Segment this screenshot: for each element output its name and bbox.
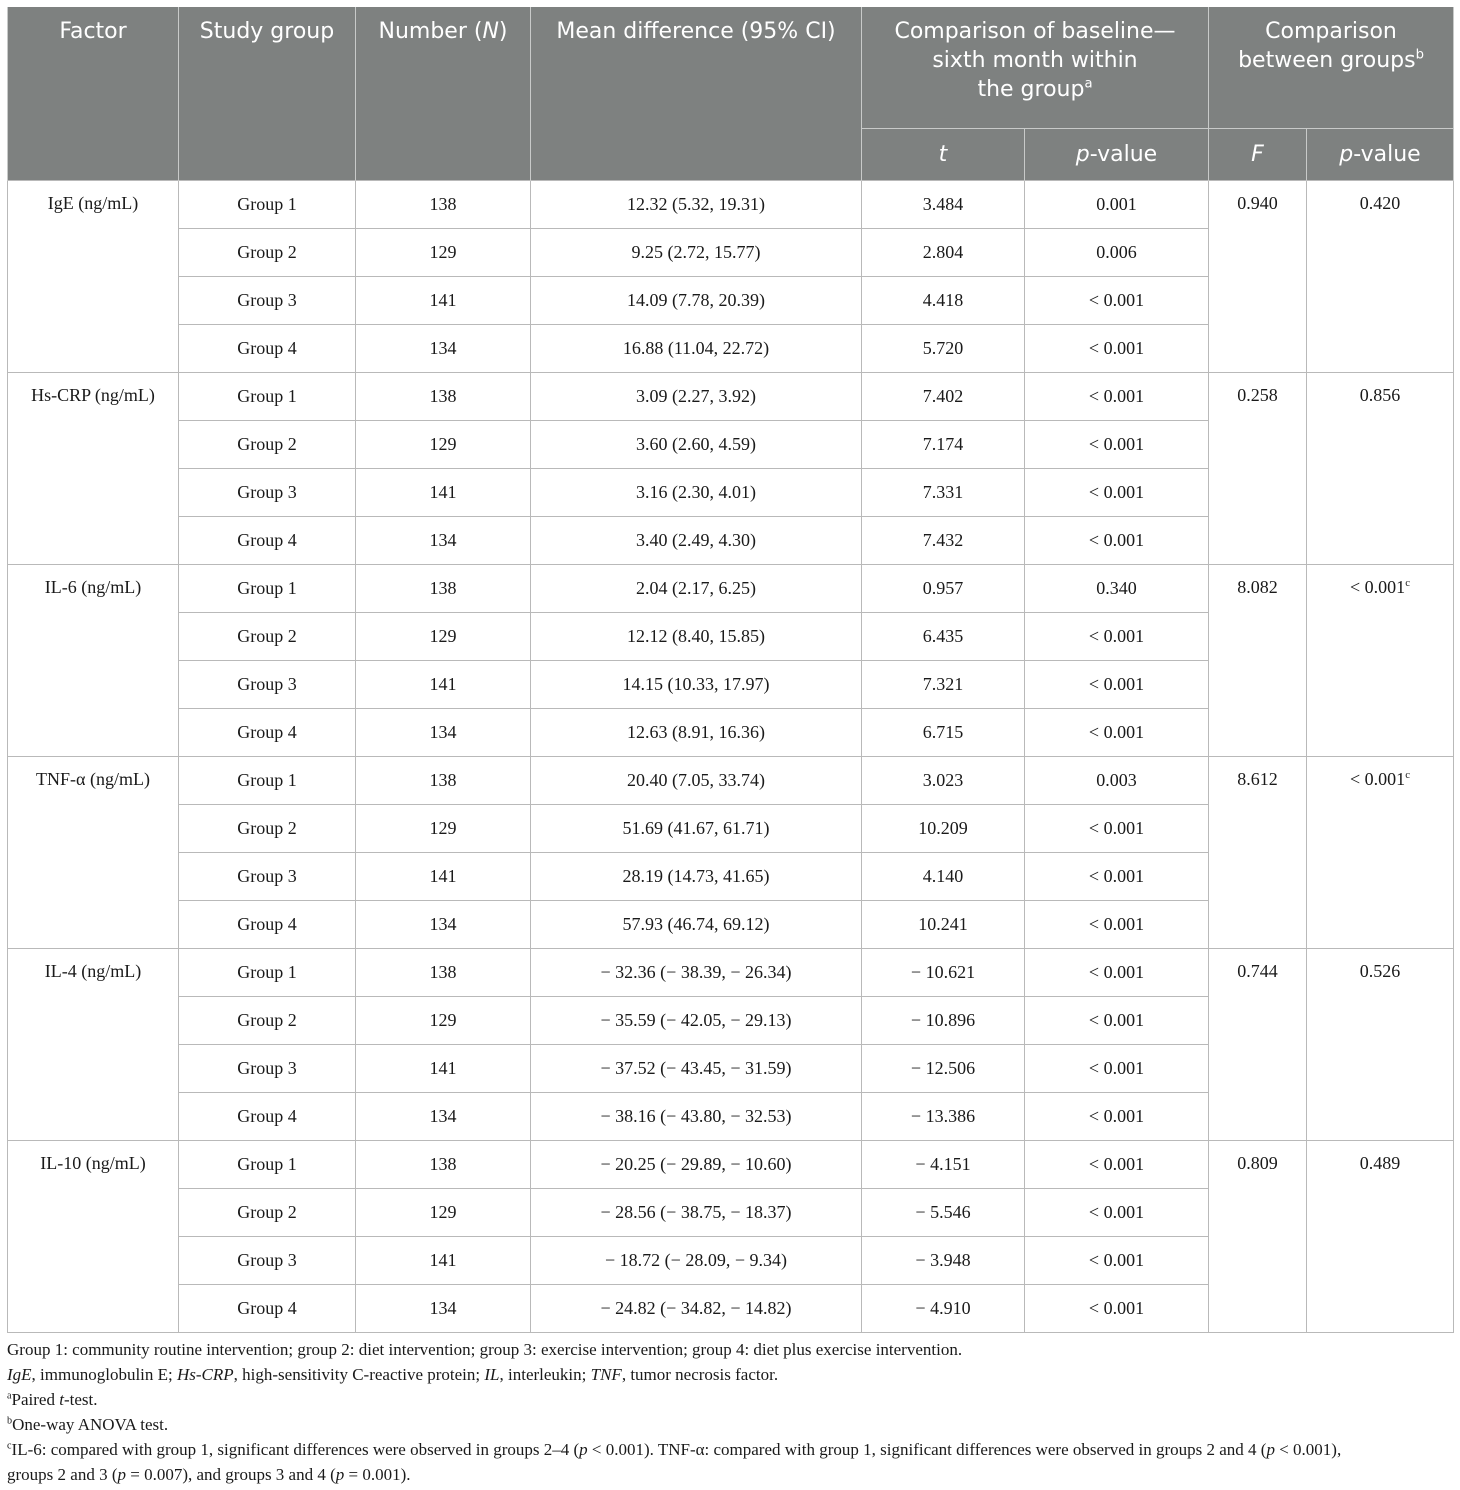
- note-text-segment: p: [335, 1465, 345, 1484]
- footnote-marker: c: [7, 1440, 12, 1452]
- abbrev-definition: , interleukin;: [499, 1365, 591, 1384]
- study-group-cell: Group 3: [179, 661, 356, 709]
- factor-name: Hs-CRP (ng/mL): [8, 373, 179, 565]
- abbrev-term: IL: [484, 1365, 500, 1384]
- number-cell: 141: [356, 661, 531, 709]
- mean-difference-cell: 20.40 (7.05, 33.74): [531, 757, 862, 805]
- within-p-value-cell: < 0.001: [1025, 805, 1209, 853]
- table-container: [7, 7, 1453, 1487]
- between-p-value: 0.526: [1359, 961, 1401, 981]
- factor-name: IgE (ng/mL): [8, 181, 179, 373]
- note-text-segment: IL-6: compared with group 1, significant differences were observed in groups 2–4 (: [11, 1440, 580, 1459]
- number-cell: 141: [356, 469, 531, 517]
- t-value-cell: 10.209: [862, 805, 1025, 853]
- t-value-cell: 0.957: [862, 565, 1025, 613]
- note-text-segment: = 0.007), and groups 3 and 4 (: [125, 1465, 336, 1484]
- between-p-value-cell: [1307, 373, 1454, 565]
- note-c-line-1: [7, 1437, 1453, 1462]
- within-p-value-cell: < 0.001: [1025, 1141, 1209, 1189]
- abbrev-term: TNF: [590, 1365, 622, 1384]
- within-p-value-cell: < 0.001: [1025, 517, 1209, 565]
- t-value-cell: − 13.386: [862, 1093, 1025, 1141]
- t-value-cell: − 12.506: [862, 1045, 1025, 1093]
- number-cell: 134: [356, 709, 531, 757]
- number-cell: 134: [356, 1093, 531, 1141]
- within-p-value-cell: < 0.001: [1025, 709, 1209, 757]
- header-between-groups: Comparison between groups$^b$: [1209, 7, 1454, 129]
- table-footnotes: [7, 1337, 1453, 1487]
- within-p-value-cell: < 0.001: [1025, 997, 1209, 1045]
- header-between-p-value: p-value: [1307, 129, 1454, 181]
- abbrev-term: IgE: [7, 1365, 32, 1384]
- t-value-cell: − 5.546: [862, 1189, 1025, 1237]
- t-value-cell: 7.432: [862, 517, 1025, 565]
- mean-difference-cell: 51.69 (41.67, 61.71): [531, 805, 862, 853]
- mean-difference-cell: 3.09 (2.27, 3.92): [531, 373, 862, 421]
- mean-difference-cell: − 20.25 (− 29.89, − 10.60): [531, 1141, 862, 1189]
- study-group-cell: Group 1: [179, 373, 356, 421]
- t-value-cell: − 10.621: [862, 949, 1025, 997]
- number-cell: 129: [356, 805, 531, 853]
- within-p-value-cell: < 0.001: [1025, 373, 1209, 421]
- f-statistic-cell: 0.744: [1209, 949, 1307, 1141]
- number-cell: 141: [356, 277, 531, 325]
- number-cell: 138: [356, 949, 531, 997]
- note-text-segment: = 0.001).: [344, 1465, 411, 1484]
- within-p-value-cell: < 0.001: [1025, 1237, 1209, 1285]
- within-p-value-cell: < 0.001: [1025, 901, 1209, 949]
- between-p-value-cell: [1307, 757, 1454, 949]
- t-value-cell: 4.140: [862, 853, 1025, 901]
- mean-difference-cell: 12.12 (8.40, 15.85): [531, 613, 862, 661]
- note-c-line-2: [7, 1462, 1453, 1487]
- note-abbreviations: [7, 1362, 1453, 1387]
- note-text-segment: < 0.001). TNF-α: compared with group 1, significant differences were observed in groups 2 and 4 (: [587, 1440, 1267, 1459]
- table-row: [8, 181, 1454, 229]
- number-cell: 138: [356, 181, 531, 229]
- mean-difference-cell: 9.25 (2.72, 15.77): [531, 229, 862, 277]
- factor-name: IL-10 (ng/mL): [8, 1141, 179, 1333]
- mean-difference-cell: 3.40 (2.49, 4.30): [531, 517, 862, 565]
- header-within-p-value: p-value: [1025, 129, 1209, 181]
- study-group-cell: Group 1: [179, 949, 356, 997]
- note-a: $^a$Paired t-test.: [7, 1390, 98, 1409]
- study-group-cell: Group 1: [179, 565, 356, 613]
- mean-difference-cell: 3.60 (2.60, 4.59): [531, 421, 862, 469]
- study-group-cell: Group 3: [179, 1237, 356, 1285]
- f-statistic-cell: 0.940: [1209, 181, 1307, 373]
- study-group-cell: Group 1: [179, 1141, 356, 1189]
- note-text-segment: < 0.001),: [1274, 1440, 1342, 1459]
- within-p-value-cell: 0.340: [1025, 565, 1209, 613]
- t-value-cell: 5.720: [862, 325, 1025, 373]
- factor-name: TNF-α (ng/mL): [8, 757, 179, 949]
- between-p-value-cell: [1307, 181, 1454, 373]
- study-group-cell: Group 2: [179, 805, 356, 853]
- table-row: [8, 565, 1454, 613]
- t-value-cell: − 4.151: [862, 1141, 1025, 1189]
- t-value-cell: 2.804: [862, 229, 1025, 277]
- study-group-cell: Group 4: [179, 1093, 356, 1141]
- between-p-value: 0.420: [1359, 193, 1401, 213]
- study-group-cell: Group 3: [179, 469, 356, 517]
- study-group-cell: Group 4: [179, 709, 356, 757]
- within-p-value-cell: < 0.001: [1025, 1093, 1209, 1141]
- results-table: [7, 7, 1454, 1333]
- f-statistic-cell: 0.809: [1209, 1141, 1307, 1333]
- header-factor: Factor: [8, 7, 179, 181]
- note-b: $^b$One-way ANOVA test.: [7, 1415, 169, 1434]
- number-cell: 134: [356, 517, 531, 565]
- table-row: [8, 757, 1454, 805]
- within-p-value-cell: < 0.001: [1025, 277, 1209, 325]
- study-group-cell: Group 2: [179, 613, 356, 661]
- within-p-value-cell: < 0.001: [1025, 853, 1209, 901]
- table-body: [8, 181, 1454, 1333]
- header-f: F: [1209, 129, 1307, 181]
- within-p-value-cell: < 0.001: [1025, 1045, 1209, 1093]
- abbrev-term: Hs-CRP: [177, 1365, 234, 1384]
- footnote-marker: c: [1405, 577, 1410, 589]
- within-p-value-cell: < 0.001: [1025, 421, 1209, 469]
- t-value-cell: 3.484: [862, 181, 1025, 229]
- between-p-value-cell: [1307, 949, 1454, 1141]
- study-group-cell: Group 1: [179, 181, 356, 229]
- note-text-segment: p: [579, 1440, 588, 1459]
- factor-name: IL-4 (ng/mL): [8, 949, 179, 1141]
- within-p-value-cell: < 0.001: [1025, 613, 1209, 661]
- number-cell: 141: [356, 1045, 531, 1093]
- between-p-value: 0.856: [1359, 385, 1401, 405]
- mean-difference-cell: 16.88 (11.04, 22.72): [531, 325, 862, 373]
- f-statistic-cell: 0.258: [1209, 373, 1307, 565]
- mean-difference-cell: 12.63 (8.91, 16.36): [531, 709, 862, 757]
- number-cell: 134: [356, 1285, 531, 1333]
- study-group-cell: Group 4: [179, 1285, 356, 1333]
- t-value-cell: 10.241: [862, 901, 1025, 949]
- study-group-cell: Group 2: [179, 997, 356, 1045]
- between-p-value-cell: [1307, 1141, 1454, 1333]
- mean-difference-cell: − 32.36 (− 38.39, − 26.34): [531, 949, 862, 997]
- study-group-cell: Group 4: [179, 901, 356, 949]
- t-value-cell: 6.715: [862, 709, 1025, 757]
- number-cell: 141: [356, 853, 531, 901]
- mean-difference-cell: − 28.56 (− 38.75, − 18.37): [531, 1189, 862, 1237]
- t-value-cell: 6.435: [862, 613, 1025, 661]
- table-row: [8, 373, 1454, 421]
- between-p-value: < 0.001: [1350, 577, 1406, 597]
- number-cell: 129: [356, 229, 531, 277]
- t-value-cell: − 3.948: [862, 1237, 1025, 1285]
- number-cell: 138: [356, 757, 531, 805]
- note-groups: Group 1: community routine intervention; group 2: diet intervention; group 3: exercise intervention; group 4: diet plus exercise intervention.: [7, 1340, 963, 1359]
- abbrev-definition: , immunoglobulin E;: [31, 1365, 177, 1384]
- mean-difference-cell: 57.93 (46.74, 69.12): [531, 901, 862, 949]
- note-text-segment: groups 2 and 3 (: [7, 1465, 118, 1484]
- f-statistic-cell: 8.612: [1209, 757, 1307, 949]
- between-p-value-cell: [1307, 565, 1454, 757]
- study-group-cell: Group 4: [179, 517, 356, 565]
- abbrev-definition: , high-sensitivity C-reactive protein;: [233, 1365, 485, 1384]
- t-value-cell: 4.418: [862, 277, 1025, 325]
- mean-difference-cell: − 38.16 (− 43.80, − 32.53): [531, 1093, 862, 1141]
- within-p-value-cell: < 0.001: [1025, 1189, 1209, 1237]
- number-cell: 138: [356, 1141, 531, 1189]
- within-p-value-cell: < 0.001: [1025, 949, 1209, 997]
- note-text-segment: p: [1266, 1440, 1275, 1459]
- mean-difference-cell: 12.32 (5.32, 19.31): [531, 181, 862, 229]
- within-p-value-cell: < 0.001: [1025, 325, 1209, 373]
- t-value-cell: 3.023: [862, 757, 1025, 805]
- table-row: [8, 1141, 1454, 1189]
- study-group-cell: Group 3: [179, 1045, 356, 1093]
- t-value-cell: 7.402: [862, 373, 1025, 421]
- mean-difference-cell: 3.16 (2.30, 4.01): [531, 469, 862, 517]
- footnote-marker: c: [1405, 769, 1410, 781]
- mean-difference-cell: − 18.72 (− 28.09, − 9.34): [531, 1237, 862, 1285]
- within-p-value-cell: 0.006: [1025, 229, 1209, 277]
- study-group-cell: Group 3: [179, 277, 356, 325]
- factor-name: IL-6 (ng/mL): [8, 565, 179, 757]
- between-p-value: < 0.001: [1350, 769, 1406, 789]
- study-group-cell: Group 3: [179, 853, 356, 901]
- within-p-value-cell: < 0.001: [1025, 1285, 1209, 1333]
- number-cell: 134: [356, 325, 531, 373]
- number-cell: 141: [356, 1237, 531, 1285]
- number-cell: 129: [356, 1189, 531, 1237]
- number-cell: 129: [356, 613, 531, 661]
- number-cell: 138: [356, 565, 531, 613]
- number-cell: 129: [356, 421, 531, 469]
- mean-difference-cell: − 35.59 (− 42.05, − 29.13): [531, 997, 862, 1045]
- study-group-cell: Group 4: [179, 325, 356, 373]
- header-within-group: Comparison of baseline— sixth month within the group$^a$: [862, 7, 1209, 129]
- t-value-cell: − 10.896: [862, 997, 1025, 1045]
- number-cell: 138: [356, 373, 531, 421]
- mean-difference-cell: 14.15 (10.33, 17.97): [531, 661, 862, 709]
- abbrev-definition: , tumor necrosis factor.: [621, 1365, 779, 1384]
- study-group-cell: Group 2: [179, 229, 356, 277]
- within-p-value-cell: < 0.001: [1025, 469, 1209, 517]
- study-group-cell: Group 1: [179, 757, 356, 805]
- between-p-value: 0.489: [1359, 1153, 1401, 1173]
- within-p-value-cell: < 0.001: [1025, 661, 1209, 709]
- mean-difference-cell: − 24.82 (− 34.82, − 14.82): [531, 1285, 862, 1333]
- t-value-cell: 7.174: [862, 421, 1025, 469]
- note-text-segment: p: [117, 1465, 126, 1484]
- number-cell: 129: [356, 997, 531, 1045]
- within-p-value-cell: 0.001: [1025, 181, 1209, 229]
- number-cell: 134: [356, 901, 531, 949]
- header-number: Number (N): [356, 7, 531, 181]
- mean-difference-cell: 14.09 (7.78, 20.39): [531, 277, 862, 325]
- t-value-cell: 7.321: [862, 661, 1025, 709]
- mean-difference-cell: 28.19 (14.73, 41.65): [531, 853, 862, 901]
- t-value-cell: − 4.910: [862, 1285, 1025, 1333]
- mean-difference-cell: 2.04 (2.17, 6.25): [531, 565, 862, 613]
- table-row: [8, 949, 1454, 997]
- t-value-cell: 7.331: [862, 469, 1025, 517]
- header-mean-difference: Mean difference (95% CI): [531, 7, 862, 181]
- mean-difference-cell: − 37.52 (− 43.45, − 31.59): [531, 1045, 862, 1093]
- study-group-cell: Group 2: [179, 1189, 356, 1237]
- f-statistic-cell: 8.082: [1209, 565, 1307, 757]
- within-p-value-cell: 0.003: [1025, 757, 1209, 805]
- header-study-group: Study group: [179, 7, 356, 181]
- header-t: t: [862, 129, 1025, 181]
- study-group-cell: Group 2: [179, 421, 356, 469]
